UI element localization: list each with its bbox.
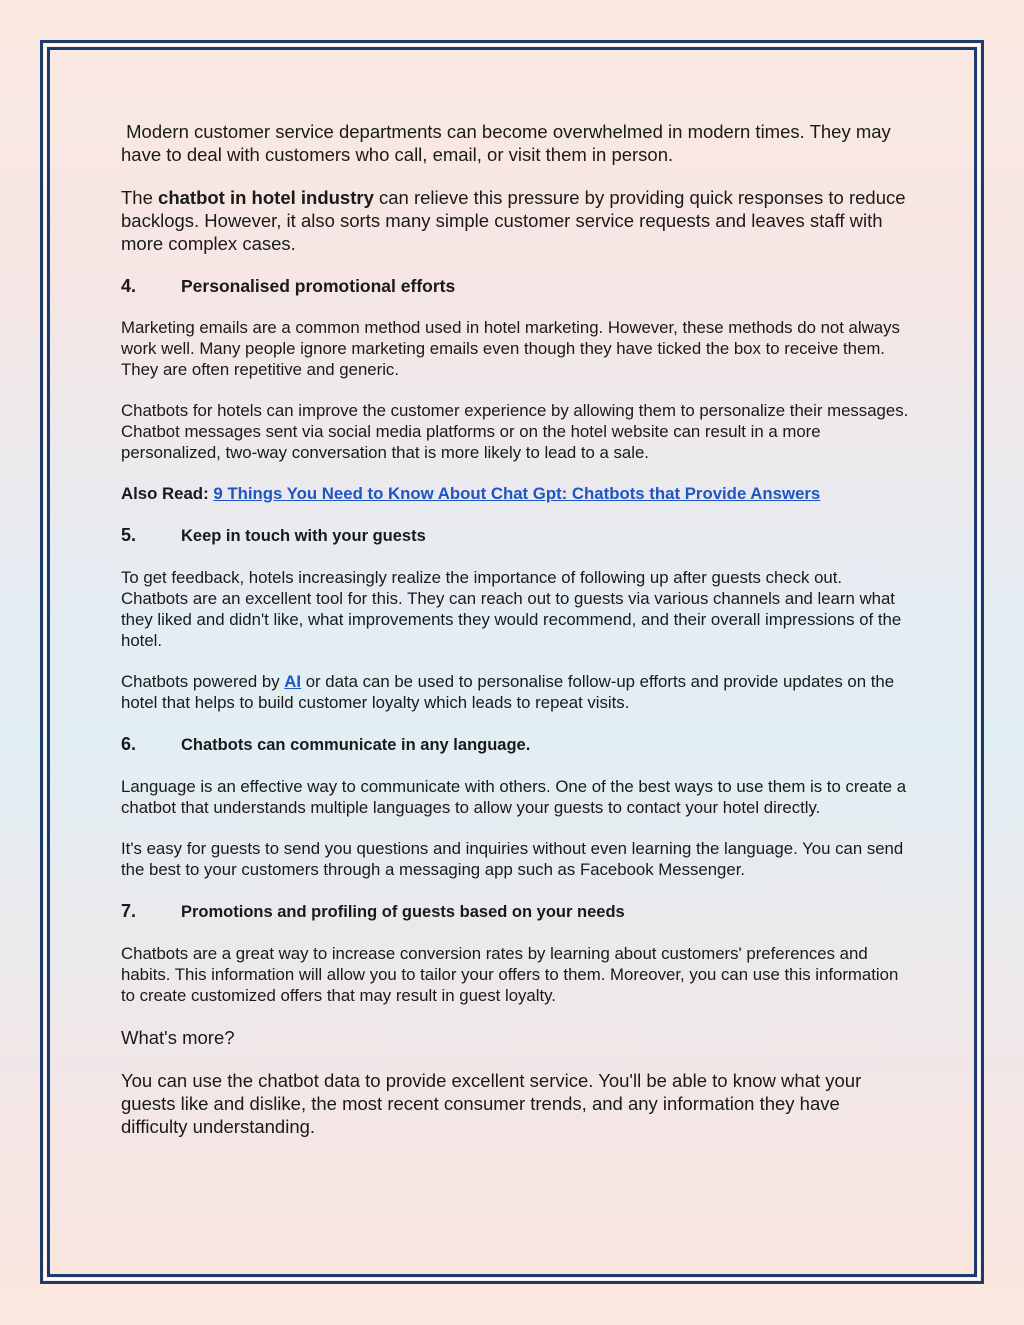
- section-number: 5.: [121, 525, 137, 545]
- section-heading-6: [121, 733, 911, 756]
- ai-link[interactable]: AI: [284, 672, 302, 691]
- section-5-paragraph-1: To get feedback, hotels increasingly realize the importance of following up after guests check out. Chatbots are an excellent tool for this. They can reach out to guests via various channels and learn what they liked and didn't like, what improvements they would recommend, and their overall impressions of the hotel.: [121, 568, 902, 650]
- intro-text: The: [121, 187, 159, 208]
- section-5-text: Chatbots powered by: [121, 672, 285, 691]
- closing-heading: What's more?: [121, 1027, 235, 1048]
- intro-keyword: chatbot in hotel industry: [158, 187, 374, 208]
- document-body: [121, 120, 911, 1158]
- section-title: Keep in touch with your guests: [181, 527, 426, 545]
- also-read-label: Also Read:: [121, 484, 214, 503]
- section-heading-4: [121, 275, 911, 297]
- section-title: Promotions and profiling of guests based on your needs: [181, 903, 625, 921]
- intro-paragraph-2: [121, 186, 911, 255]
- section-number: 7.: [121, 901, 137, 921]
- section-number: 4.: [121, 276, 137, 296]
- section-4-paragraph-2: Chatbots for hotels can improve the customer experience by allowing them to personalize their messages. Chatbot messages sent via social media platforms or on the hotel website can result in a more personalized, two-way conversation that is more likely to lead to a sale.: [121, 401, 909, 462]
- section-7-paragraph-1: Chatbots are a great way to increase conversion rates by learning about customers' preferences and habits. This information will allow you to tailor your offers to them. Moreover, you can use this information to create customized offers that may result in guest loyalty.: [121, 944, 899, 1005]
- section-4-paragraph-1: Marketing emails are a common method used in hotel marketing. However, these methods do not always work well. Many people ignore marketing emails even though they have ticked the box to receive them. They are often repetitive and generic.: [121, 318, 900, 379]
- intro-paragraph-1: Modern customer service departments can become overwhelmed in modern times. They may have to deal with customers who call, email, or visit them in person.: [121, 121, 896, 165]
- section-title: Personalised promotional efforts: [181, 276, 456, 296]
- section-title: Chatbots can communicate in any language.: [181, 736, 531, 754]
- also-read: [121, 483, 911, 504]
- section-5-text: or data can be used to personalise follow-up efforts and provide updates on the hotel that helps to build customer loyalty which leads to repeat visits.: [121, 672, 895, 712]
- also-read-link[interactable]: 9 Things You Need to Know About Chat Gpt: Chatbots that Provide Answers: [213, 484, 821, 503]
- section-number: 6.: [121, 734, 137, 754]
- section-5-paragraph-2: [121, 671, 911, 713]
- intro-text: can relieve this pressure by providing quick responses to reduce backlogs. However, it also sorts many simple customer service requests and leaves staff with more complex cases.: [121, 187, 906, 254]
- section-heading-7: [121, 900, 911, 923]
- section-6-paragraph-2: It's easy for guests to send you questions and inquiries without even learning the language. You can send the best to your customers through a messaging app such as Facebook Messenger.: [121, 839, 904, 879]
- closing-paragraph: You can use the chatbot data to provide excellent service. You'll be able to know what your guests like and dislike, the most recent consumer trends, and any information they have difficulty understanding.: [121, 1070, 862, 1137]
- section-heading-5: [121, 524, 911, 547]
- section-6-paragraph-1: Language is an effective way to communicate with others. One of the best ways to use them is to create a chatbot that understands multiple languages to allow your guests to contact your hotel directly.: [121, 777, 907, 817]
